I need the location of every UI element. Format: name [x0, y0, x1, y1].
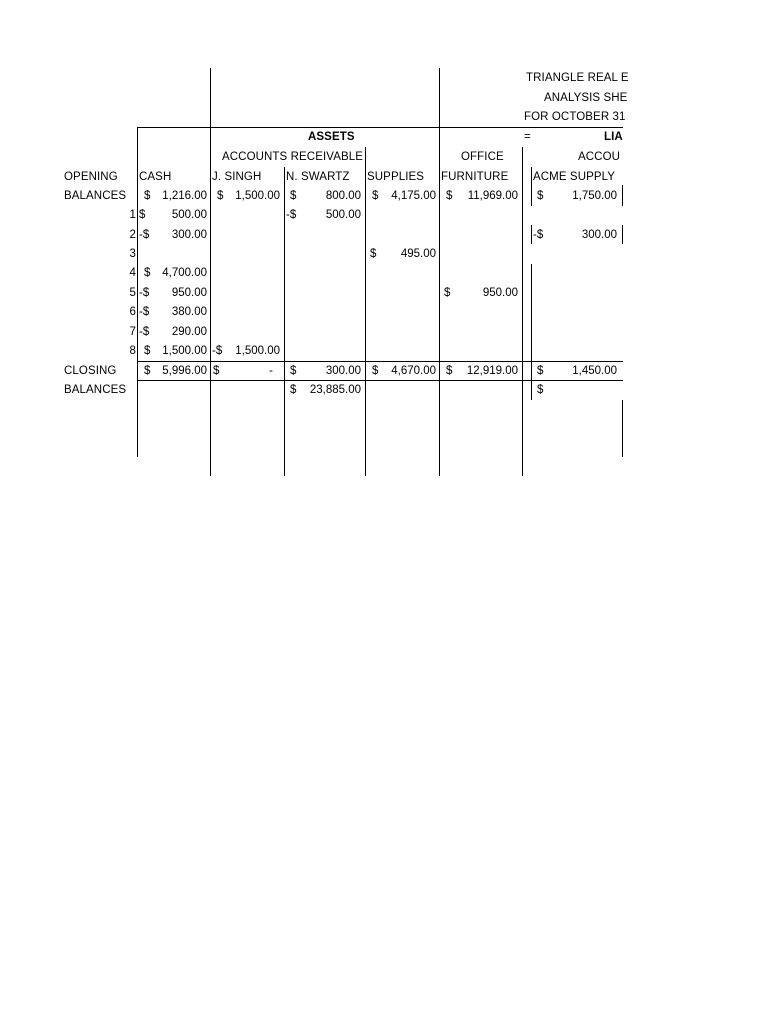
row1-swartz: -$ 500.00 — [286, 209, 361, 221]
row-label: 1 — [129, 209, 136, 221]
opening-singh: $ 1,500.00 — [217, 190, 280, 202]
opening-swartz: $ 800.00 — [290, 190, 361, 202]
column-divider — [210, 68, 211, 476]
closing-supplies: $ 4,670.00 — [372, 365, 436, 377]
liabilities-heading: LIA — [604, 131, 623, 143]
col-header-singh: J. SINGH — [212, 171, 262, 183]
closing-rule-bottom — [137, 380, 623, 381]
row-label: 6 — [129, 306, 136, 318]
row3-supplies: $ 495.00 — [370, 248, 436, 260]
opening-label: OPENING — [64, 171, 118, 183]
office-heading: OFFICE — [461, 151, 504, 163]
opening-supplies: $ 4,175.00 — [372, 190, 436, 202]
closing-swartz: $ 300.00 — [290, 365, 361, 377]
closing-acme: $ 1,450.00 — [537, 365, 617, 377]
closing-singh: $ - — [213, 365, 273, 377]
col-header-supplies: SUPPLIES — [367, 171, 425, 183]
closing-furniture: $ 12,919.00 — [446, 365, 518, 377]
column-divider — [531, 384, 532, 400]
row-label: 7 — [129, 326, 136, 338]
row1-cash: $ 500.00 — [139, 209, 207, 221]
column-divider — [622, 225, 623, 244]
row4-cash: $ 4,700.00 — [144, 267, 207, 279]
balances-label: BALANCES — [64, 190, 127, 202]
accounts-payable-heading: ACCOU — [578, 151, 621, 163]
opening-furniture: $ 11,969.00 — [446, 190, 518, 202]
row7-cash: -$ 290.00 — [139, 326, 207, 338]
row-label: 2 — [129, 229, 136, 241]
col-header-acme: ACME SUPPLY — [533, 171, 616, 183]
row8-cash: $ 1,500.00 — [144, 345, 207, 357]
column-divider — [137, 127, 138, 457]
row5-furniture: $ 950.00 — [444, 287, 518, 299]
closing-rule-top — [137, 361, 623, 362]
row-label: 5 — [129, 287, 136, 299]
row2-cash: -$ 300.00 — [139, 229, 207, 241]
closing-cash: $ 5,996.00 — [144, 365, 207, 377]
header-rule — [137, 127, 623, 128]
accounts-receivable-heading: ACCOUNTS RECEIVABLE — [222, 151, 363, 163]
row8-singh: -$ 1,500.00 — [212, 345, 280, 357]
row-label: 3 — [129, 248, 136, 260]
column-divider — [622, 400, 623, 457]
total-liabilities: $ — [537, 384, 544, 396]
row5-cash: -$ 950.00 — [139, 287, 207, 299]
equals-sign: = — [524, 131, 531, 143]
col-header-cash: CASH — [139, 171, 172, 183]
col-header-swartz: N. SWARTZ — [286, 171, 350, 183]
column-divider — [284, 167, 285, 476]
report-title-date: FOR OCTOBER 31 — [524, 111, 626, 123]
opening-acme: $ 1,750.00 — [537, 190, 617, 202]
column-divider — [365, 147, 366, 476]
total-assets: $ 23,885.00 — [290, 384, 361, 396]
column-divider — [522, 147, 523, 476]
report-title-sheet: ANALYSIS SHE — [544, 92, 628, 104]
column-divider — [531, 264, 532, 384]
opening-cash: $ 1,216.00 — [144, 190, 207, 202]
row6-cash: -$ 380.00 — [139, 306, 207, 318]
column-divider — [622, 185, 623, 206]
assets-heading: ASSETS — [308, 131, 355, 143]
row-label: 4 — [129, 267, 136, 279]
row-label: 8 — [129, 345, 136, 357]
closing-label: CLOSING — [64, 365, 117, 377]
col-header-furniture: FURNITURE — [441, 171, 509, 183]
column-divider — [531, 167, 532, 206]
row2-acme: -$ 300.00 — [533, 229, 617, 241]
closing-balances-label: BALANCES — [64, 384, 127, 396]
column-divider — [439, 68, 440, 476]
column-divider — [531, 225, 532, 244]
report-title-company: TRIANGLE REAL E — [526, 72, 629, 84]
